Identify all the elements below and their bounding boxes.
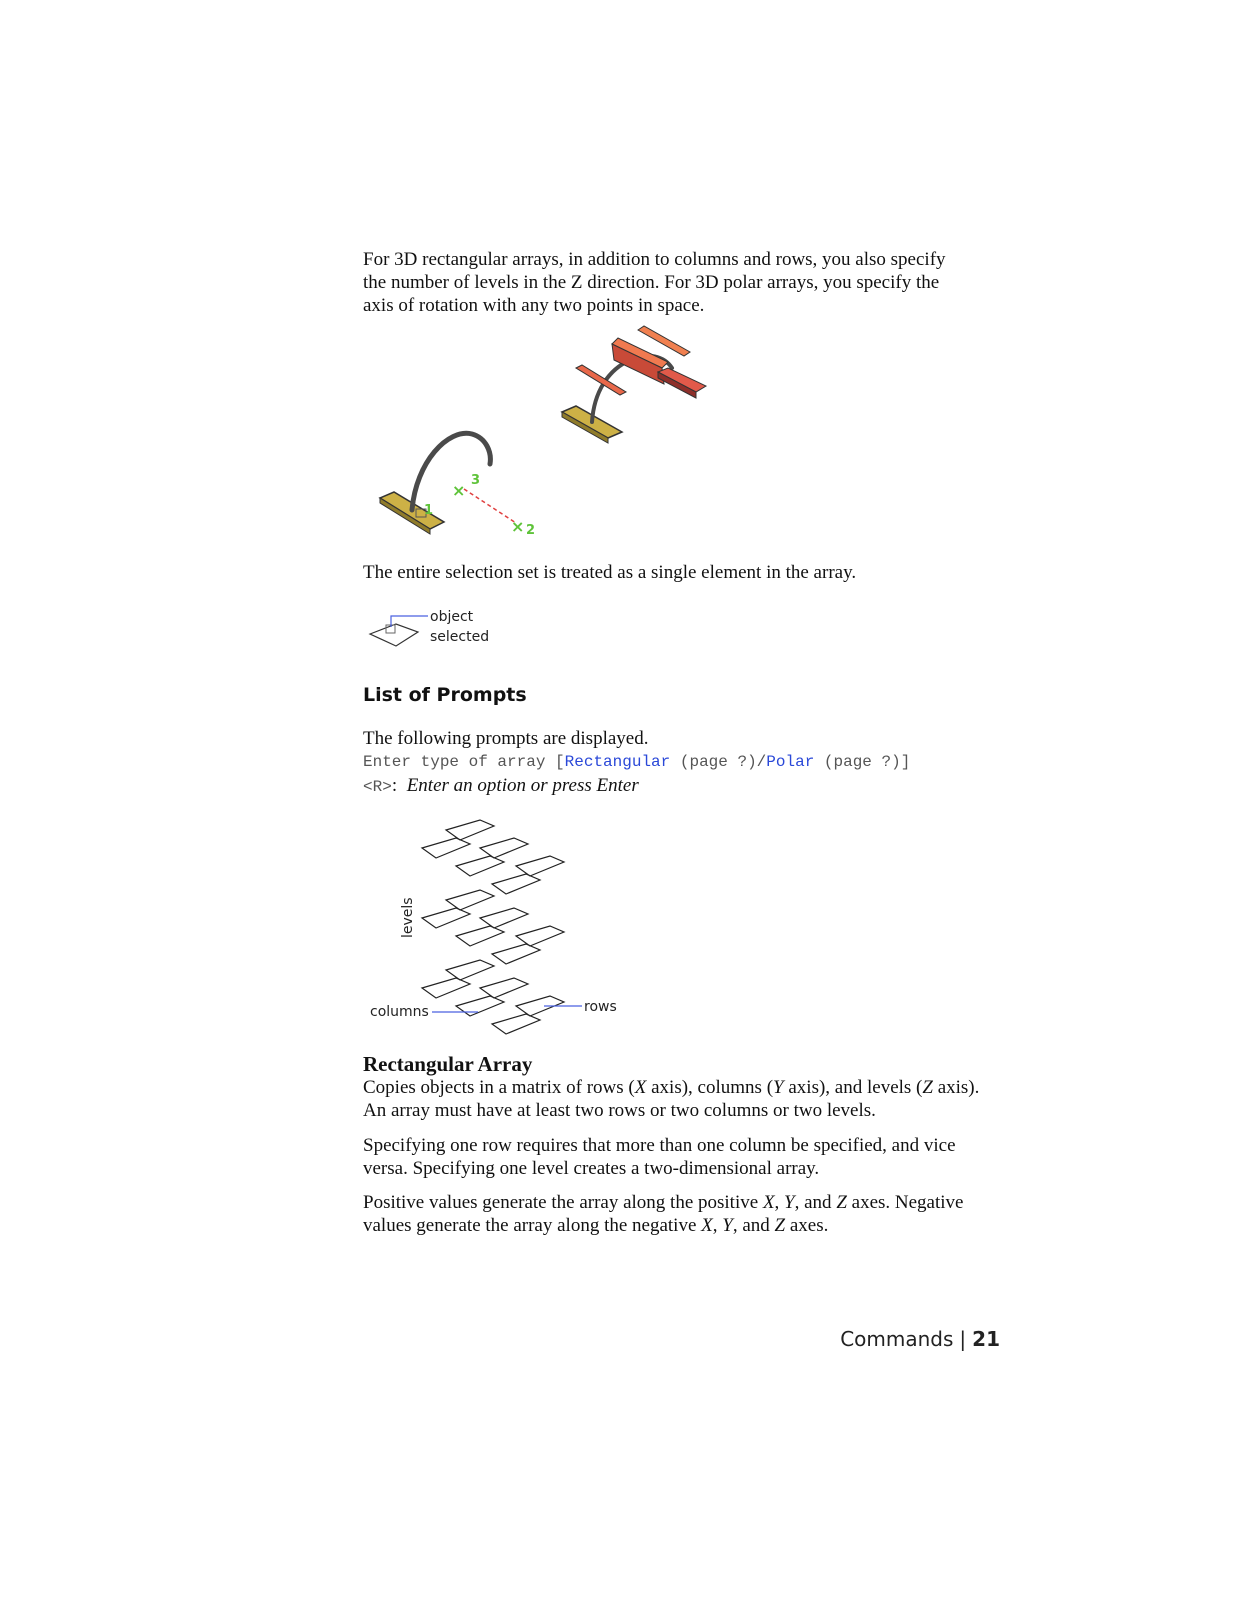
prompt-colon: :	[391, 775, 398, 796]
selection-note: The entire selection set is treated as a single element in the array.	[363, 562, 857, 583]
positive-y: Y	[784, 1192, 795, 1213]
footer-divider: |	[959, 1327, 967, 1351]
intro-line-2: the number of levels in the Z direction. For 3D polar arrays, you specify the	[363, 272, 940, 293]
command-prompt	[363, 750, 1003, 799]
prompt-prefix: Enter type of array [	[363, 753, 565, 771]
polar-array-illustration	[368, 322, 728, 542]
copies-text-1: Copies objects in a matrix of rows (	[363, 1077, 635, 1098]
prompt-line-1	[363, 750, 1003, 774]
label-rows: rows	[584, 999, 617, 1015]
copies-text-2: axis), columns (	[646, 1077, 774, 1098]
prompt-line-2	[363, 774, 1003, 799]
prompt-page-ref-1: (page ?)/	[670, 753, 767, 771]
prompts-heading: List of Prompts	[363, 684, 527, 706]
positive-text-2: axes. Negative values generate the array along the negative	[363, 1192, 964, 1236]
label-levels: levels	[400, 897, 416, 938]
label-object: object	[430, 609, 474, 625]
footer-section: Commands	[840, 1327, 954, 1351]
object-selected-illustration	[366, 604, 526, 654]
prompt-instruction: Enter an option or press Enter	[406, 775, 639, 796]
positive-comma-1: ,	[774, 1192, 785, 1213]
positive-text-3: axes.	[785, 1215, 829, 1236]
label-selected: selected	[430, 629, 490, 645]
copies-paragraph	[363, 1076, 1003, 1122]
intro-line-1: For 3D rectangular arrays, in addition to columns and rows, you also specify	[363, 249, 946, 270]
point-label-2: 2	[526, 523, 536, 538]
option-polar-link[interactable]: Polar	[766, 753, 815, 771]
point-marker-x-3: ×	[452, 481, 466, 500]
page-number: 21	[972, 1327, 1000, 1351]
positive-and-2: , and	[732, 1215, 775, 1236]
positive-and-1: , and	[794, 1192, 837, 1213]
label-columns: columns	[370, 1004, 429, 1020]
prompt-default: <R>	[363, 778, 392, 796]
positive-text-1: Positive values generate the array along the positive	[363, 1192, 763, 1213]
rectangular-array-heading: Rectangular Array	[363, 1052, 533, 1076]
positive-comma-2: ,	[712, 1215, 723, 1236]
positive-paragraph	[363, 1191, 1003, 1237]
negative-z: Z	[774, 1215, 786, 1236]
array-level-bottom	[422, 960, 564, 1034]
rectangular-array-illustration	[366, 816, 636, 1036]
point-label-3: 3	[471, 473, 481, 488]
page-footer	[700, 1327, 1000, 1351]
copies-text-4: axis). An array must have at least two rows or two columns or two levels.	[363, 1077, 980, 1121]
rotation-axis-line	[464, 489, 516, 523]
array-level-middle	[422, 890, 564, 964]
negative-x: X	[701, 1215, 713, 1236]
copies-text-3: axis), and levels (	[783, 1077, 923, 1098]
point-label-1: 1	[424, 503, 434, 518]
negative-y: Y	[722, 1215, 733, 1236]
point-marker-x-2: ×	[511, 517, 525, 536]
leader-line	[391, 616, 428, 627]
positive-z: Z	[836, 1192, 847, 1213]
specifying-paragraph: Specifying one row requires that more than one column be specified, and vice versa. Specifying one level creates a two-dimensional array.	[363, 1135, 956, 1179]
copies-y-axis: Y	[773, 1077, 784, 1098]
intro-line-3: axis of rotation with any two points in space.	[363, 295, 705, 316]
positive-x: X	[762, 1192, 775, 1213]
intro-paragraph	[363, 248, 1003, 317]
array-level-top	[422, 820, 564, 894]
copies-x-axis: X	[634, 1077, 647, 1098]
prompts-intro: The following prompts are displayed.	[363, 728, 649, 749]
selected-object-shape	[370, 624, 418, 646]
option-rectangular-link[interactable]: Rectangular	[564, 753, 671, 771]
prompt-page-ref-2: (page ?)]	[814, 753, 911, 771]
copies-z-axis: Z	[922, 1077, 933, 1098]
